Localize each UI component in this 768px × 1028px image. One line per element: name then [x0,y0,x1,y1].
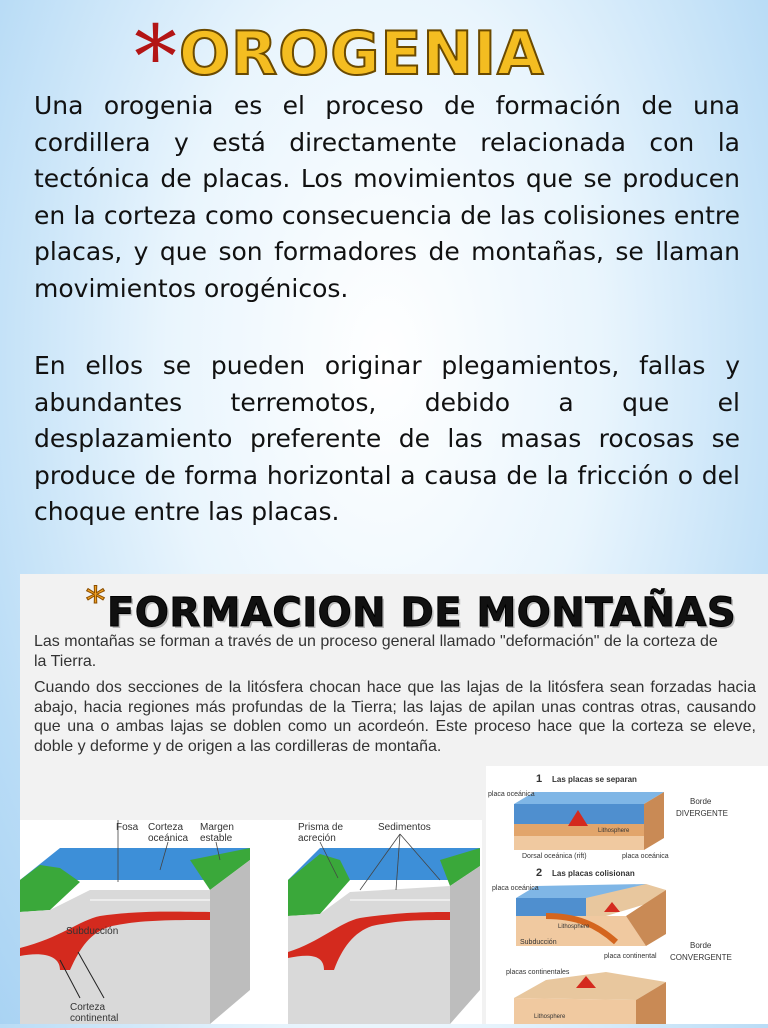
label-margen-2: estable [200,833,233,844]
label-borde-2a: Borde [690,941,712,950]
paragraph-effects: En ellos se pueden originar plegamientos, fallas y abundantes terremotos, debido a que el desplazamiento preferente de las masas rocosas se produce de forma horizontal a causa de la fricción o del choque entre las placas. [34,351,740,526]
subduction-diagram [20,820,482,1024]
label-lithosphere-3: Lithosphere [534,1014,566,1020]
label-margen-1: Margen [200,822,234,833]
subduction-block-1 [20,820,250,1024]
step2-number: 2 [536,867,543,879]
label-placa-oceanica-1: placa oceánica [488,791,535,798]
subduction-diagram-svg [20,820,482,1024]
label-corteza-oceanica-2: oceánica [148,833,189,844]
section-text-deformation: Las montañas se forman a través de un proceso general llamado "deformación" de la corteza de la Tierra. [34,633,718,670]
label-borde-2b: CONVERGENTE [670,953,732,962]
label-prisma-1: Prisma de [298,822,344,833]
label-borde-1a: Borde [690,797,712,806]
label-placa-continental: placa continental [604,953,657,960]
section-bullet-icon: * [86,579,105,623]
plate-boundaries-svg [486,766,768,1024]
label-fosa: Fosa [116,822,139,833]
label-corteza-oceanica-1: Corteza [148,822,184,833]
title-bullet-icon: * [134,8,177,108]
label-lithosphere-2: Lithosphere [558,924,590,930]
label-subduccion-right: Subducción [520,939,557,946]
plate-boundaries-diagram [486,766,768,1024]
convergent-block [516,884,666,946]
subduction-block-2 [288,834,480,1024]
label-placa-oceanica-2: placa oceánica [622,853,669,860]
label-placas-continentales: placas continentales [506,969,570,976]
section-title: FORMACION DE MONTAÑAS [107,590,737,636]
label-sedimentos: Sedimentos [378,822,431,833]
step1-number: 1 [536,773,543,785]
step1-title: Las placas se separan [552,775,637,784]
title-row [134,8,545,108]
section-text-collision: Cuando dos secciones de la litósfera chocan hace que las lajas de la litósfera sean forzadas hacia abajo, hacia regiones más profundas de la Tierra; las lajas de apilan unas contras otras, causando que una o ambas lajas se doblen como un acordeón. Este proceso hace que la corteza se eleve, doble y deforme y de origen a las cordilleras de montaña. [34,679,756,755]
label-dorsal: Dorsal oceánica (rift) [522,853,587,860]
divergent-block [514,792,664,850]
crust-side-2 [450,866,480,1024]
label-borde-1b: DIVERGENTE [676,809,729,818]
label-subduccion: Subducción [66,926,119,937]
page-title: OROGENIA [179,19,545,89]
label-prisma-2: acreción [298,833,336,844]
label-corteza-continental-1: Corteza [70,1002,106,1013]
label-placa-oceanica-3: placa oceánica [492,885,539,892]
step2-title: Las placas colisionan [552,869,635,878]
label-corteza-continental-2: continental [70,1013,119,1024]
mountain-formation-panel [20,574,768,1024]
paragraph-intro: Una orogenia es el proceso de formación de una cordillera y está directamente relacionada con la tectónica de placas. Los movimientos que se producen en la corteza como consecuencia de las colisiones entre placas, y que son formadores de montañas, se llaman movimientos orogénicos. [34,91,740,303]
label-lithosphere-1: Lithosphere [598,828,630,834]
section-title-row [86,579,737,638]
